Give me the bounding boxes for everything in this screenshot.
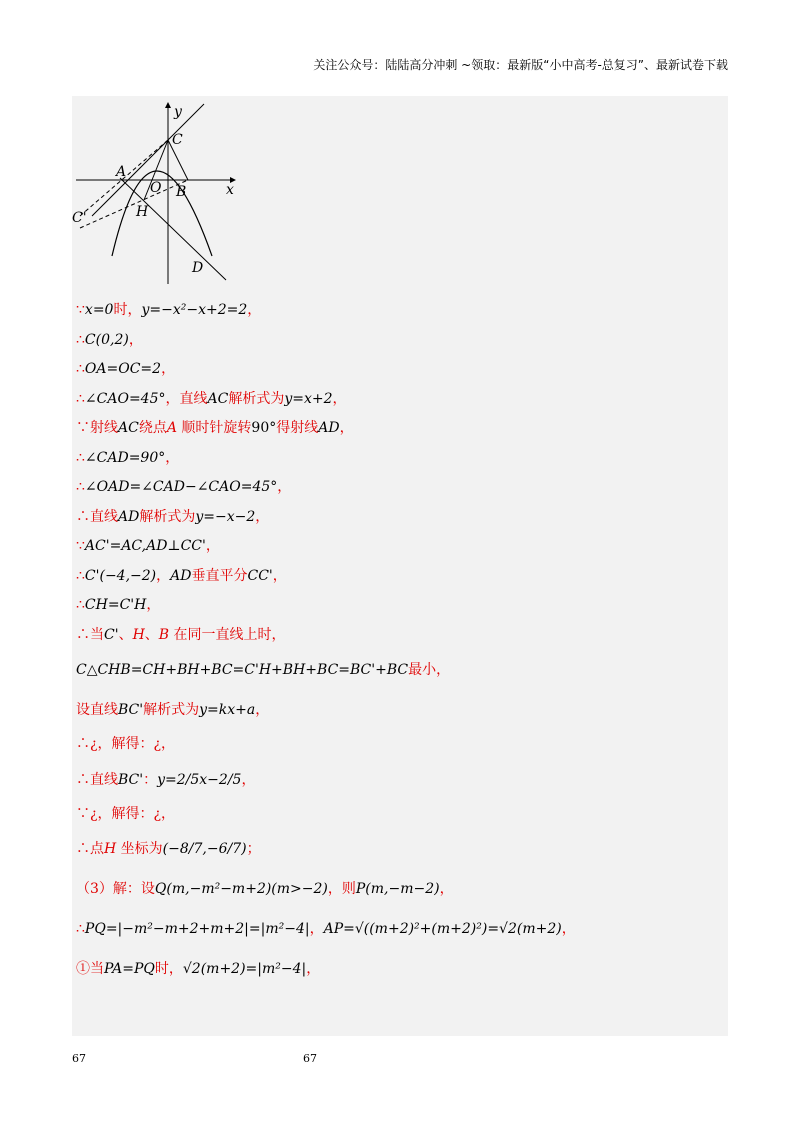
line-segment: H bbox=[132, 626, 145, 643]
label-y: y bbox=[174, 104, 182, 120]
line-segment: AC bbox=[118, 420, 139, 436]
line-segment: （3）解：设 bbox=[76, 881, 155, 897]
line-segment: AC bbox=[207, 390, 229, 407]
solution-line bbox=[76, 829, 724, 869]
line-segment: 解析式为 bbox=[139, 508, 196, 525]
line-segment: ， bbox=[241, 771, 256, 788]
solution-lines bbox=[76, 296, 724, 989]
line-segment: ①当 bbox=[76, 961, 104, 977]
solution-line bbox=[76, 473, 724, 503]
line-segment: C' bbox=[104, 626, 119, 643]
line-segment: PQ=|−m²−m+2+m+2|=|m²−4| bbox=[84, 921, 310, 937]
line-segment: ∠OAD=∠CAD−∠CAO=45° bbox=[84, 479, 278, 495]
line-segment: ，直线 bbox=[165, 390, 208, 407]
solution-line bbox=[76, 800, 724, 830]
page-number-center: 67 bbox=[303, 1052, 317, 1065]
line-segment: ∴直线 bbox=[76, 508, 118, 525]
line-segment: ， bbox=[165, 449, 180, 466]
solution-line bbox=[76, 503, 724, 533]
line-segment: (−8/7,−6/7) bbox=[162, 841, 247, 857]
line-segment: ， bbox=[156, 567, 171, 584]
line-segment: ∴ bbox=[76, 331, 85, 348]
line-segment: ， bbox=[255, 508, 270, 525]
line-segment: ； bbox=[246, 841, 261, 857]
line-segment: ∠CAD=90° bbox=[84, 449, 166, 466]
line-segment: ∵射线 bbox=[76, 420, 118, 436]
line-segment: ， bbox=[272, 567, 287, 584]
line-segment: AD bbox=[170, 567, 192, 584]
line-segment: x=0 bbox=[84, 302, 114, 318]
label-b: B bbox=[176, 184, 187, 200]
label-c-prime: C' bbox=[72, 210, 87, 226]
content-panel bbox=[72, 96, 728, 1036]
line-segment: ∴当 bbox=[76, 626, 104, 643]
solution-line bbox=[76, 296, 724, 326]
line-segment: y=−x−2 bbox=[195, 508, 256, 525]
line-segment: √2(m+2)=|m²−4| bbox=[182, 961, 307, 977]
line-segment: B bbox=[158, 626, 170, 643]
line-segment: BC' bbox=[118, 771, 144, 788]
line-segment: 顺时针旋转 bbox=[176, 420, 252, 436]
solution-line bbox=[76, 760, 724, 800]
line-segment: ， bbox=[306, 961, 321, 977]
line-segment: y=−x²−x+2=2 bbox=[141, 302, 248, 318]
line-segment: 、 bbox=[118, 626, 133, 643]
line-segment: AD bbox=[118, 508, 140, 525]
label-o: O bbox=[150, 180, 162, 196]
line-segment: A bbox=[166, 420, 177, 436]
line-segment: ∵ bbox=[76, 302, 85, 318]
solution-line bbox=[76, 355, 724, 385]
line-segment: ： bbox=[143, 771, 158, 788]
line-segment: C(0,2) bbox=[84, 331, 129, 348]
line-segment: y=x+2 bbox=[284, 390, 333, 407]
line-segment: ， bbox=[247, 302, 262, 318]
line-segment: 、 bbox=[144, 626, 159, 643]
line-segment: ，则 bbox=[327, 881, 356, 897]
line-segment: AC'=AC,AD⊥CC' bbox=[84, 538, 206, 554]
solution-line bbox=[76, 444, 724, 474]
solution-line bbox=[76, 869, 724, 909]
line-ad bbox=[120, 178, 226, 280]
solution-line bbox=[76, 949, 724, 989]
solution-line bbox=[76, 414, 724, 444]
line-segment: 时， bbox=[154, 961, 183, 977]
line-segment: ∵¿，解得：¿， bbox=[76, 805, 176, 822]
line-segment: AD bbox=[318, 420, 340, 436]
page-header: 关注公众号：陆陆高分冲刺 ~领取：最新版“小中高考-总复习”、最新试卷下载 bbox=[313, 58, 728, 72]
parabola-curve bbox=[112, 171, 212, 256]
line-segment: 得射线 bbox=[276, 420, 319, 436]
line-segment: ∴¿，解得：¿， bbox=[76, 736, 176, 752]
line-segment: Q(m,−m²−m+2)(m>−2) bbox=[154, 881, 328, 897]
line-segment: BC' bbox=[118, 702, 144, 718]
line-segment: ∴直线 bbox=[76, 771, 118, 788]
solution-line bbox=[76, 562, 724, 592]
line-segment: 设直线 bbox=[76, 702, 118, 718]
solution-line bbox=[76, 591, 724, 621]
line-segment: 时， bbox=[113, 302, 142, 318]
line-segment: 解析式为 bbox=[228, 390, 285, 407]
label-c: C bbox=[172, 132, 183, 148]
y-axis-arrow bbox=[165, 102, 171, 108]
solution-line bbox=[76, 650, 724, 690]
line-segment: P(m,−m−2) bbox=[355, 881, 440, 897]
line-segment: 90° bbox=[251, 420, 277, 436]
line-segment: ， bbox=[146, 597, 161, 613]
solution-line bbox=[76, 326, 724, 356]
line-segment: PA=PQ bbox=[104, 961, 155, 977]
label-x: x bbox=[226, 182, 234, 198]
line-segment: ∠CAO=45° bbox=[84, 390, 166, 407]
line-segment: ∴ bbox=[76, 479, 85, 495]
line-segment: y=kx+a bbox=[199, 702, 256, 718]
solution-line bbox=[76, 532, 724, 562]
line-segment: 绕点 bbox=[138, 420, 167, 436]
solution-line bbox=[76, 690, 724, 730]
label-a: A bbox=[116, 164, 127, 180]
page-number-left: 67 bbox=[72, 1052, 86, 1065]
line-segment: CH=C'H bbox=[84, 597, 147, 613]
line-segment: H bbox=[104, 841, 117, 857]
line-segment: ∴ bbox=[76, 449, 85, 466]
solution-line bbox=[76, 621, 724, 651]
line-segment: AP=√((m+2)²+(m+2)²)=√2(m+2) bbox=[323, 921, 562, 937]
line-segment: ∴ bbox=[76, 567, 85, 584]
line-segment: ∴点 bbox=[76, 841, 104, 857]
line-segment: ， bbox=[255, 702, 270, 718]
line-segment: CC' bbox=[247, 567, 273, 584]
line-segment: ， bbox=[439, 881, 454, 897]
dashed-bc-prime bbox=[80, 180, 188, 228]
geometry-figure bbox=[72, 96, 242, 286]
line-segment: C'(−4,−2) bbox=[84, 567, 157, 584]
line-segment: ， bbox=[161, 361, 176, 377]
line-segment: ， bbox=[332, 390, 347, 407]
line-segment: ， bbox=[339, 420, 354, 436]
line-segment: ， bbox=[128, 331, 143, 348]
line-segment: C△CHB=CH+BH+BC=C'H+BH+BC=BC'+BC bbox=[76, 662, 409, 678]
line-segment: 垂直平分 bbox=[191, 567, 248, 584]
line-segment: 在同一直线上时， bbox=[169, 626, 286, 643]
line-segment: ∴ bbox=[76, 921, 85, 937]
solution-line bbox=[76, 730, 724, 760]
label-d: D bbox=[192, 260, 204, 276]
line-segment: ∴ bbox=[76, 390, 85, 407]
line-segment: ， bbox=[561, 921, 576, 937]
line-segment: ， bbox=[277, 479, 292, 495]
label-h: H bbox=[136, 204, 149, 220]
line-segment: ∴ bbox=[76, 361, 85, 377]
solution-line bbox=[76, 385, 724, 415]
line-segment: ， bbox=[205, 538, 220, 554]
solution-line bbox=[76, 909, 724, 949]
line-segment: ∵ bbox=[76, 538, 85, 554]
line-segment: y=2/5x−2/5 bbox=[157, 771, 242, 788]
line-segment: ∴ bbox=[76, 597, 85, 613]
line-segment: OA=OC=2 bbox=[84, 361, 162, 377]
line-segment: 解析式为 bbox=[143, 702, 200, 718]
line-segment: 坐标为 bbox=[116, 841, 163, 857]
line-segment: ， bbox=[309, 921, 324, 937]
line-segment: 最小， bbox=[408, 662, 451, 678]
